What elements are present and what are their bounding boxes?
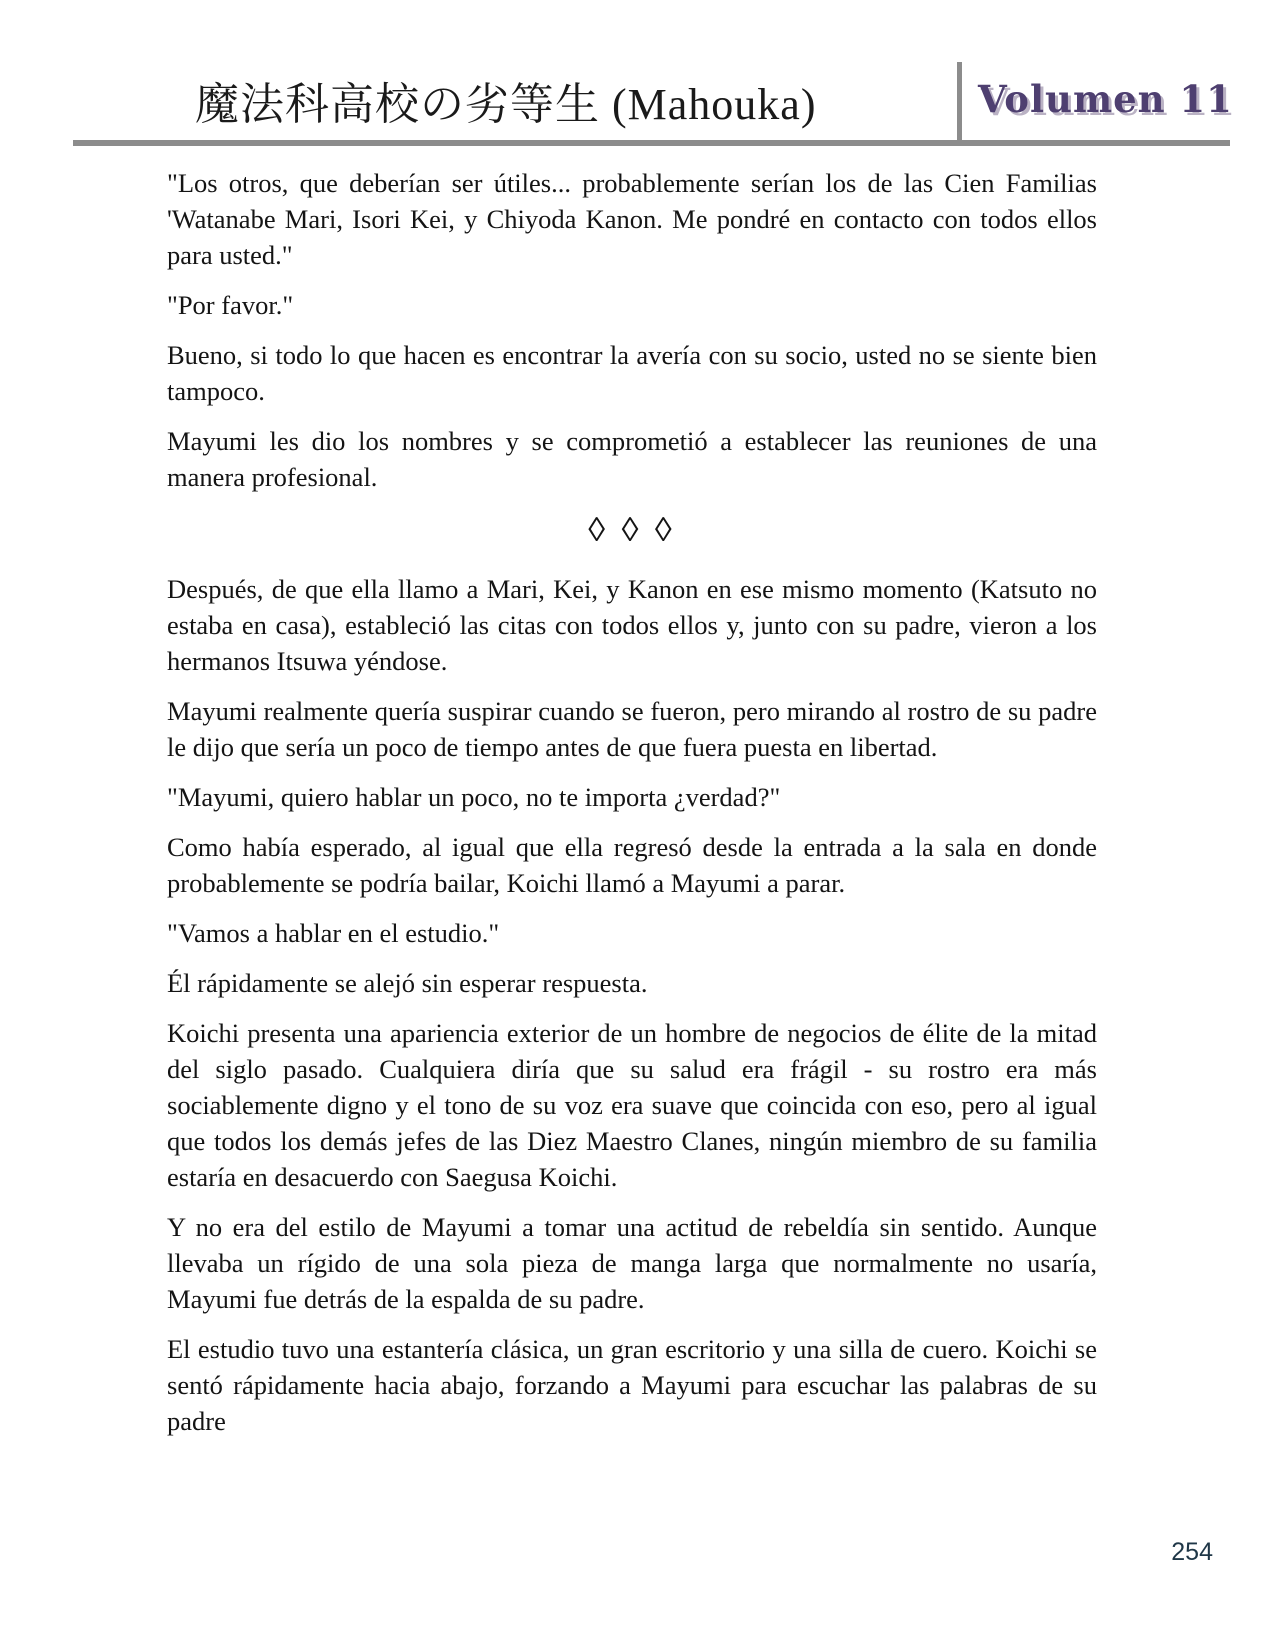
paragraph: El estudio tuvo una estantería clásica, un gran escritorio y una silla de cuero. Koichi se sentó rápidamente hacia abajo, forzando a Mayumi para escuchar las palabras de su padre: [167, 1334, 1097, 1436]
volume-label: Volumen 11: [978, 77, 1233, 121]
body-text: [167, 165, 1097, 1453]
paragraph: "Los otros, que deberían ser útiles... probablemente serían los de las Cien Familias 'Watanabe Mari, Isori Kei, y Chiyoda Kanon. Me pondré en contacto con todos ellos para usted.": [167, 168, 1097, 270]
page-number: 254: [1171, 1538, 1213, 1566]
paragraph: Mayumi realmente quería suspirar cuando se fueron, pero mirando al rostro de su padre le dijo que sería un poco de tiempo antes de que fuera puesta en libertad.: [167, 696, 1097, 762]
paragraph: "Vamos a hablar en el estudio.": [167, 918, 500, 948]
paragraph: Koichi presenta una apariencia exterior de un hombre de negocios de élite de la mitad del siglo pasado. Cualquiera diría que su salud era frágil - su rostro era más sociablemente digno y el tono de su voz era suave que coincida con eso, pero al igual que todos los demás jefes de las Diez Maestro Clanes, ningún miembro de su familia estaría en desacuerdo con Saegusa Koichi.: [167, 1018, 1097, 1192]
paragraph: Él rápidamente se alejó sin esperar respuesta.: [167, 968, 648, 998]
paragraph: "Mayumi, quiero hablar un poco, no te importa ¿verdad?": [167, 782, 781, 812]
header-title-cell: [73, 62, 957, 140]
paragraph: Y no era del estilo de Mayumi a tomar una actitud de rebeldía sin sentido. Aunque llevaba un rígido de una sola pieza de manga larga que normalmente no usaría, Mayumi fue detrás de la espalda de su padre.: [167, 1212, 1097, 1314]
page-header: [73, 62, 1233, 146]
scene-separator: ◊ ◊ ◊: [588, 512, 676, 549]
paragraph: Como había esperado, al igual que ella regresó desde la entrada a la sala en donde probablemente se podría bailar, Koichi llamó a Mayumi a parar.: [167, 832, 1097, 898]
paragraph: "Por favor.": [167, 290, 294, 320]
header-volume-cell: [957, 62, 1233, 140]
novel-title: 魔法科高校の劣等生 (Mahouka): [195, 80, 817, 129]
paragraph: Después, de que ella llamo a Mari, Kei, y Kanon en ese mismo momento (Katsuto no estaba en casa), estableció las citas con todos ellos y, junto con su padre, vieron a los hermanos Itsuwa yéndose.: [167, 574, 1097, 676]
paragraph: Bueno, si todo lo que hacen es encontrar la avería con su socio, usted no se siente bien tampoco.: [167, 340, 1097, 406]
paragraph: Mayumi les dio los nombres y se comprometió a establecer las reuniones de una manera profesional.: [167, 426, 1097, 492]
